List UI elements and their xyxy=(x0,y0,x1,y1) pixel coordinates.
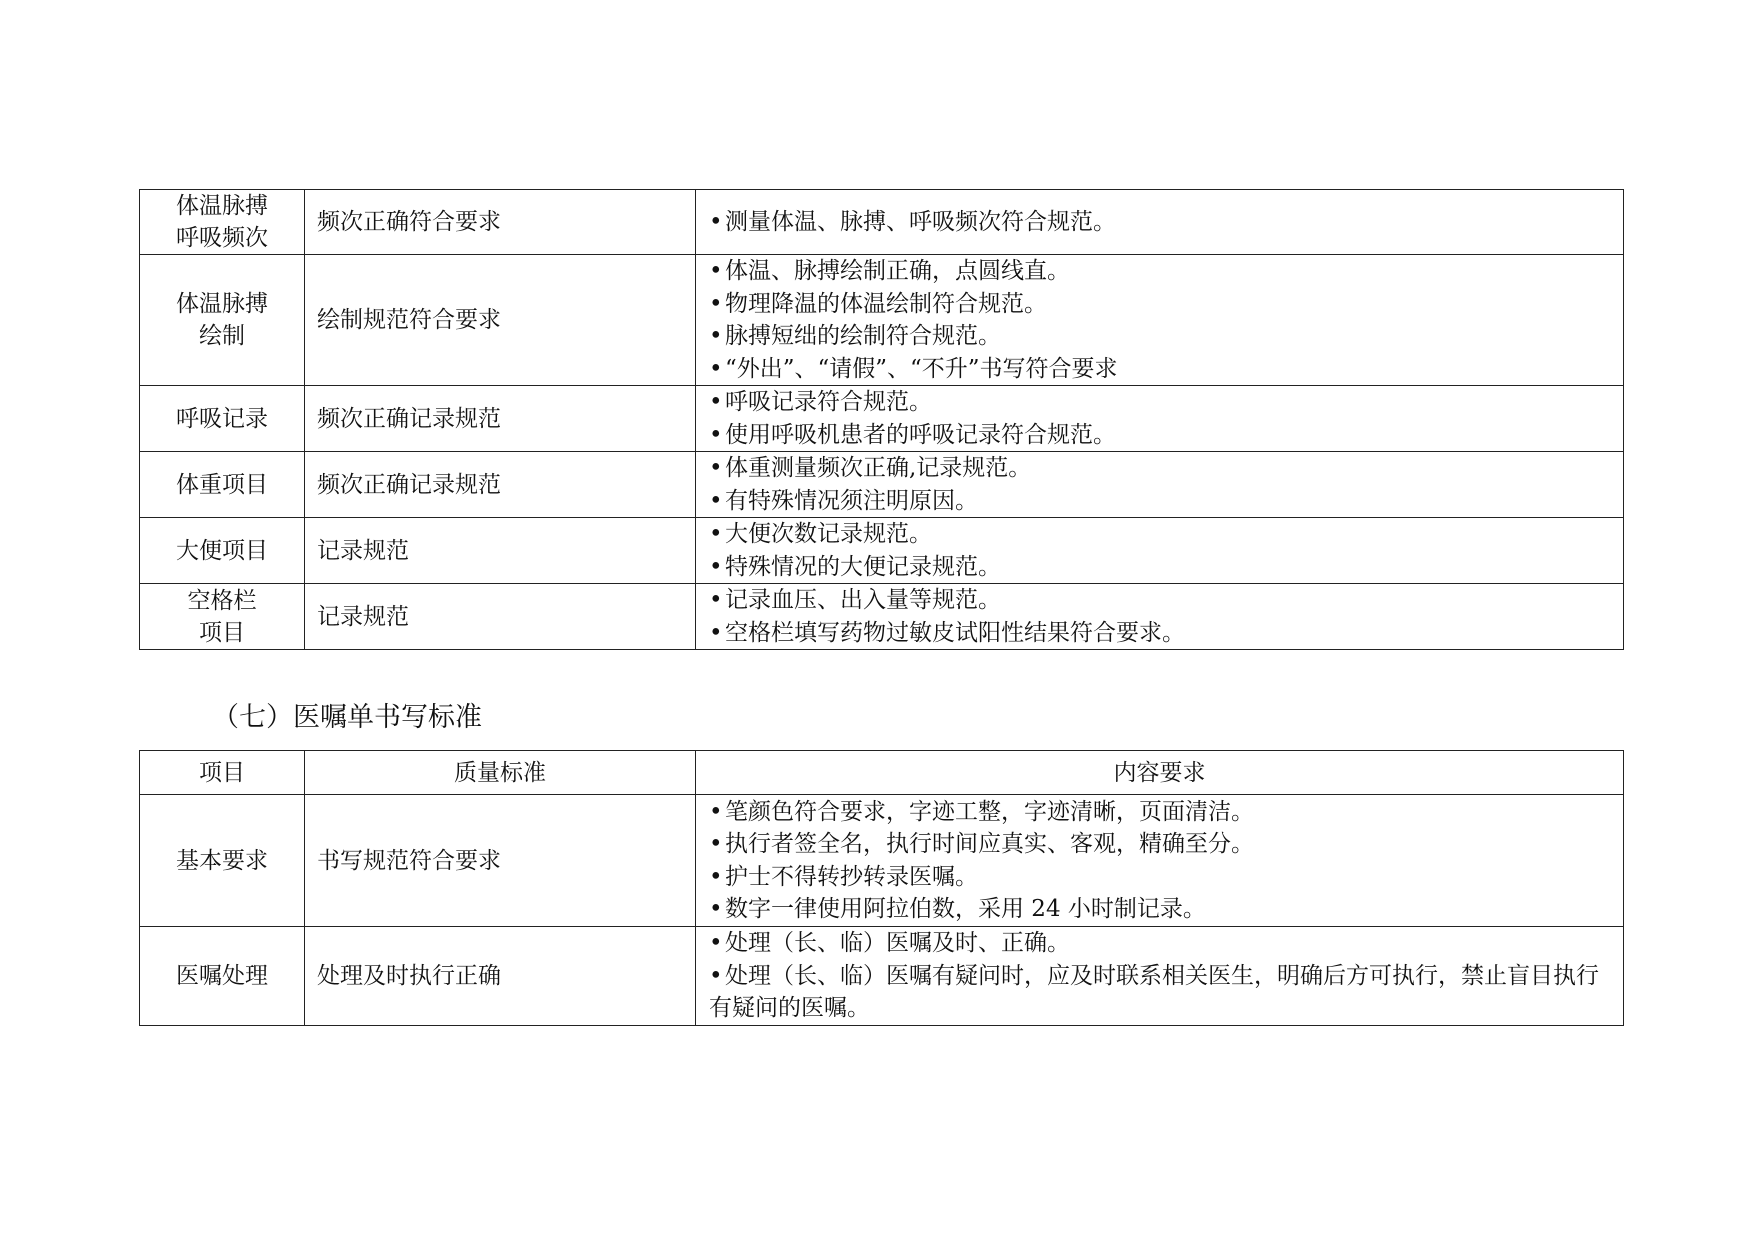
item-cell xyxy=(140,795,305,927)
item-cell xyxy=(140,927,305,1026)
table-row xyxy=(140,255,1624,386)
bullet-icon: • xyxy=(709,208,723,235)
item-label: 体重项目 xyxy=(176,471,268,498)
requirement-line: • 特殊情况的大便记录规范。 xyxy=(709,551,1613,584)
bullet-icon: • xyxy=(709,455,723,481)
bullet-icon: • xyxy=(709,290,723,317)
requirements-cell xyxy=(696,927,1624,1026)
requirements-cell xyxy=(696,452,1624,518)
bullet-icon: • xyxy=(709,587,723,613)
temperature-chart-standards-table xyxy=(139,189,1624,650)
item-label: 基本要求 xyxy=(176,847,268,874)
standard-cell: 书写规范符合要求 xyxy=(305,795,696,927)
requirement-line: • 测量体温、脉搏、呼吸频次符合规范。 xyxy=(709,206,1613,239)
header-item: 项目 xyxy=(140,751,305,795)
requirements-cell xyxy=(696,255,1624,386)
requirement-line: • “外出”、“请假”、“不升”书写符合要求 xyxy=(709,353,1613,386)
standard-cell: 处理及时执行正确 xyxy=(305,927,696,1026)
requirements-cell xyxy=(696,190,1624,255)
standard-cell: 频次正确记录规范 xyxy=(305,452,696,518)
item-cell xyxy=(140,584,305,650)
table-header-row xyxy=(140,751,1624,795)
requirement-line: • 有特殊情况须注明原因。 xyxy=(709,485,1613,518)
item-label: 体温脉搏 xyxy=(176,291,268,317)
requirement-line: • 记录血压、出入量等规范。 xyxy=(709,584,1613,617)
table-row xyxy=(140,452,1624,518)
section-heading: （七）医嘱单书写标准 xyxy=(212,702,482,733)
item-label: 体温脉搏 xyxy=(176,193,268,219)
requirement-line: • 大便次数记录规范。 xyxy=(709,518,1613,551)
table-row xyxy=(140,927,1624,1026)
table-row xyxy=(140,386,1624,452)
standard-cell: 记录规范 xyxy=(305,584,696,650)
requirement-line: • 物理降温的体温绘制符合规范。 xyxy=(709,288,1613,321)
item-cell xyxy=(140,452,305,518)
item-label: 项目 xyxy=(199,619,245,646)
standard-cell: 频次正确符合要求 xyxy=(305,190,696,255)
requirement-line: • 护士不得转抄转录医嘱。 xyxy=(709,861,1613,894)
standard-cell: 记录规范 xyxy=(305,518,696,584)
bullet-icon: • xyxy=(709,323,723,349)
requirement-line: • 脉搏短绌的绘制符合规范。 xyxy=(709,320,1613,353)
item-label: 医嘱处理 xyxy=(176,963,268,989)
header-standard: 质量标准 xyxy=(305,751,696,795)
requirements-cell xyxy=(696,584,1624,650)
requirement-line: • 体温、脉搏绘制正确，点圆线直。 xyxy=(709,255,1613,288)
item-cell xyxy=(140,190,305,255)
header-requirements: 内容要求 xyxy=(696,751,1624,795)
requirement-line: • 使用呼吸机患者的呼吸记录符合规范。 xyxy=(709,419,1613,452)
requirements-cell xyxy=(696,386,1624,452)
bullet-icon: • xyxy=(709,553,723,580)
requirement-line: • 呼吸记录符合规范。 xyxy=(709,386,1613,419)
bullet-icon: • xyxy=(709,355,723,382)
bullet-icon: • xyxy=(709,831,723,857)
requirement-line: • 体重测量频次正确,记录规范。 xyxy=(709,452,1613,485)
bullet-icon: • xyxy=(709,389,723,415)
item-cell xyxy=(140,386,305,452)
standard-cell: 频次正确记录规范 xyxy=(305,386,696,452)
table-row xyxy=(140,518,1624,584)
standard-cell: 绘制规范符合要求 xyxy=(305,255,696,386)
bullet-icon: • xyxy=(709,798,723,825)
requirement-line: • 执行者签全名，执行时间应真实、客观，精确至分。 xyxy=(709,828,1613,861)
item-label: 呼吸频次 xyxy=(176,225,268,251)
bullet-icon: • xyxy=(709,619,723,646)
item-label: 绘制 xyxy=(199,323,245,349)
requirements-cell xyxy=(696,795,1624,927)
item-label: 大便项目 xyxy=(176,537,268,564)
bullet-icon: • xyxy=(709,896,723,922)
item-label: 空格栏 xyxy=(187,587,257,614)
bullet-icon: • xyxy=(709,930,723,957)
bullet-icon: • xyxy=(709,863,723,890)
table-row xyxy=(140,190,1624,255)
bullet-icon: • xyxy=(709,521,723,547)
item-cell xyxy=(140,518,305,584)
requirement-line: • 笔颜色符合要求，字迹工整，字迹清晰，页面清洁。 xyxy=(709,796,1613,829)
medical-order-standards-table xyxy=(139,750,1624,1026)
requirement-line: • 处理（长、临）医嘱及时、正确。 xyxy=(709,927,1613,960)
table-row xyxy=(140,795,1624,927)
requirement-line: • 空格栏填写药物过敏皮试阳性结果符合要求。 xyxy=(709,617,1613,650)
bullet-icon: • xyxy=(709,258,723,284)
bullet-icon: • xyxy=(709,421,723,448)
item-cell xyxy=(140,255,305,386)
requirement-line: • 处理（长、临）医嘱有疑问时，应及时联系相关医生，明确后方可执行，禁止盲目执行有疑问的医嘱。 xyxy=(709,960,1613,1025)
item-label: 呼吸记录 xyxy=(176,405,268,432)
requirements-cell xyxy=(696,518,1624,584)
requirement-line: • 数字一律使用阿拉伯数，采用 24 小时制记录。 xyxy=(709,893,1613,926)
table-row xyxy=(140,584,1624,650)
bullet-icon: • xyxy=(709,487,723,514)
bullet-icon: • xyxy=(709,962,723,989)
